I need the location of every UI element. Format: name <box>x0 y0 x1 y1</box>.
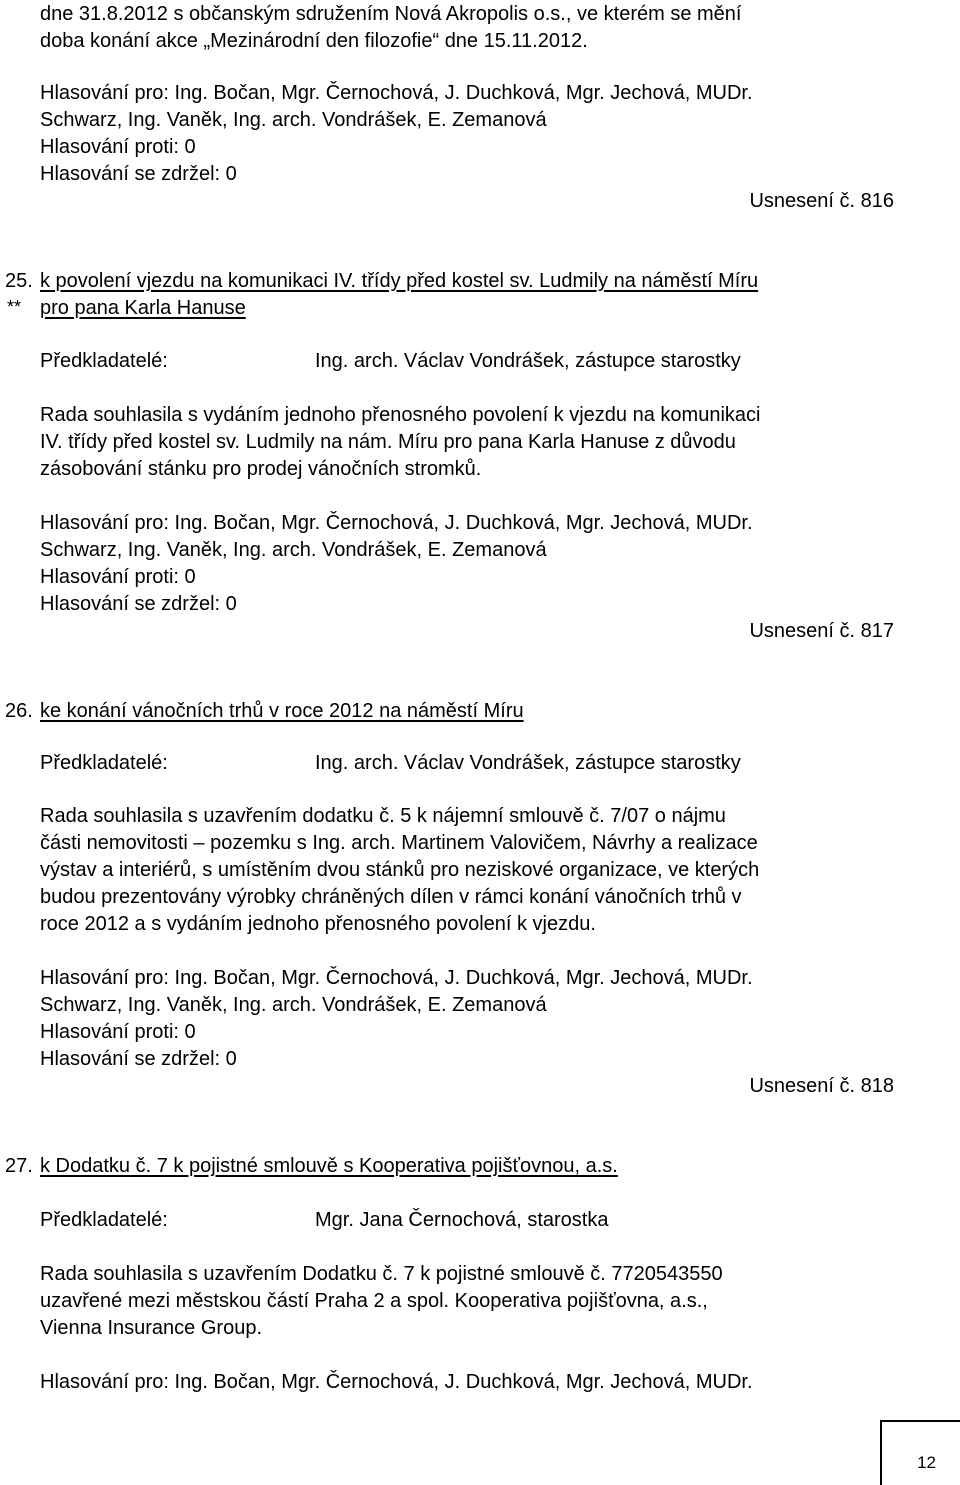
item-number: 27. <box>5 1155 33 1177</box>
resolution-number: Usnesení č. 818 <box>749 1075 894 1097</box>
vote-against: Hlasování proti: 0 <box>40 1021 196 1043</box>
vote-for: Hlasování pro: Ing. Bočan, Mgr. Černochová, J. Duchková, Mgr. Jechová, MUDr. <box>40 82 753 104</box>
body-line: Vienna Insurance Group. <box>40 1317 263 1339</box>
vote-against: Hlasování proti: 0 <box>40 566 196 588</box>
page-number: 12 <box>917 1453 936 1472</box>
item-title: ke konání vánočních trhů v roce 2012 na náměstí Míru <box>40 700 524 722</box>
item-number: 25. <box>5 270 33 292</box>
body-line: IV. třídy před kostel sv. Ludmily na nám. Míru pro pana Karla Hanuse z důvodu <box>40 431 736 453</box>
vote-for-continued: Schwarz, Ing. Vaněk, Ing. arch. Vondrášek, E. Zemanová <box>40 109 547 131</box>
vote-for: Hlasování pro: Ing. Bočan, Mgr. Černochová, J. Duchková, Mgr. Jechová, MUDr. <box>40 1371 753 1393</box>
text-line: dne 31.8.2012 s občanským sdružením Nová Akropolis o.s., ve kterém se mění <box>40 3 742 25</box>
vote-abstain: Hlasování se zdržel: 0 <box>40 593 237 615</box>
resolution-number: Usnesení č. 816 <box>749 190 894 212</box>
vote-abstain: Hlasování se zdržel: 0 <box>40 163 237 185</box>
text-line: doba konání akce „Mezinárodní den filozofie“ dne 15.11.2012. <box>40 30 588 52</box>
vote-for: Hlasování pro: Ing. Bočan, Mgr. Černochová, J. Duchková, Mgr. Jechová, MUDr. <box>40 967 753 989</box>
body-line: uzavřené mezi městskou částí Praha 2 a spol. Kooperativa pojišťovna, a.s., <box>40 1290 708 1312</box>
body-line: Rada souhlasila s vydáním jednoho přenosného povolení k vjezdu na komunikaci <box>40 404 761 426</box>
vote-abstain: Hlasování se zdržel: 0 <box>40 1048 237 1070</box>
body-line: budou prezentovány výrobky chráněných dílen v rámci konání vánočních trhů v <box>40 886 742 908</box>
item-number: 26. <box>5 700 33 722</box>
body-line: výstav a interiérů, s umístěním dvou stánků pro neziskové organizace, ve kterých <box>40 859 760 881</box>
presenter-label: Předkladatelé: <box>40 1209 168 1231</box>
resolution-number: Usnesení č. 817 <box>749 620 894 642</box>
presenter-name: Mgr. Jana Černochová, starostka <box>315 1209 609 1231</box>
body-line: zásobování stánku pro prodej vánočních stromků. <box>40 458 482 480</box>
body-line: Rada souhlasila s uzavřením dodatku č. 5 k nájemní smlouvě č. 7/07 o nájmu <box>40 805 726 827</box>
presenter-name: Ing. arch. Václav Vondrášek, zástupce starostky <box>315 350 741 372</box>
item-marker: ** <box>7 297 22 317</box>
presenter-name: Ing. arch. Václav Vondrášek, zástupce starostky <box>315 752 741 774</box>
item-title: k Dodatku č. 7 k pojistné smlouvě s Kooperativa pojišťovnou, a.s. <box>40 1155 618 1177</box>
item-title-continued: pro pana Karla Hanuse <box>40 297 246 319</box>
vote-for-continued: Schwarz, Ing. Vaněk, Ing. arch. Vondrášek, E. Zemanová <box>40 994 547 1016</box>
presenter-label: Předkladatelé: <box>40 350 168 372</box>
vote-for: Hlasování pro: Ing. Bočan, Mgr. Černochová, J. Duchková, Mgr. Jechová, MUDr. <box>40 512 753 534</box>
vote-for-continued: Schwarz, Ing. Vaněk, Ing. arch. Vondrášek, E. Zemanová <box>40 539 547 561</box>
body-line: Rada souhlasila s uzavřením Dodatku č. 7 k pojistné smlouvě č. 7720543550 <box>40 1263 723 1285</box>
item-title: k povolení vjezdu na komunikaci IV. třídy před kostel sv. Ludmily na náměstí Míru <box>40 270 759 292</box>
presenter-label: Předkladatelé: <box>40 752 168 774</box>
body-line: roce 2012 a s vydáním jednoho přenosného povolení k vjezdu. <box>40 913 596 935</box>
vote-against: Hlasování proti: 0 <box>40 136 196 158</box>
body-line: části nemovitosti – pozemku s Ing. arch. Martinem Valovičem, Návrhy a realizace <box>40 832 758 854</box>
